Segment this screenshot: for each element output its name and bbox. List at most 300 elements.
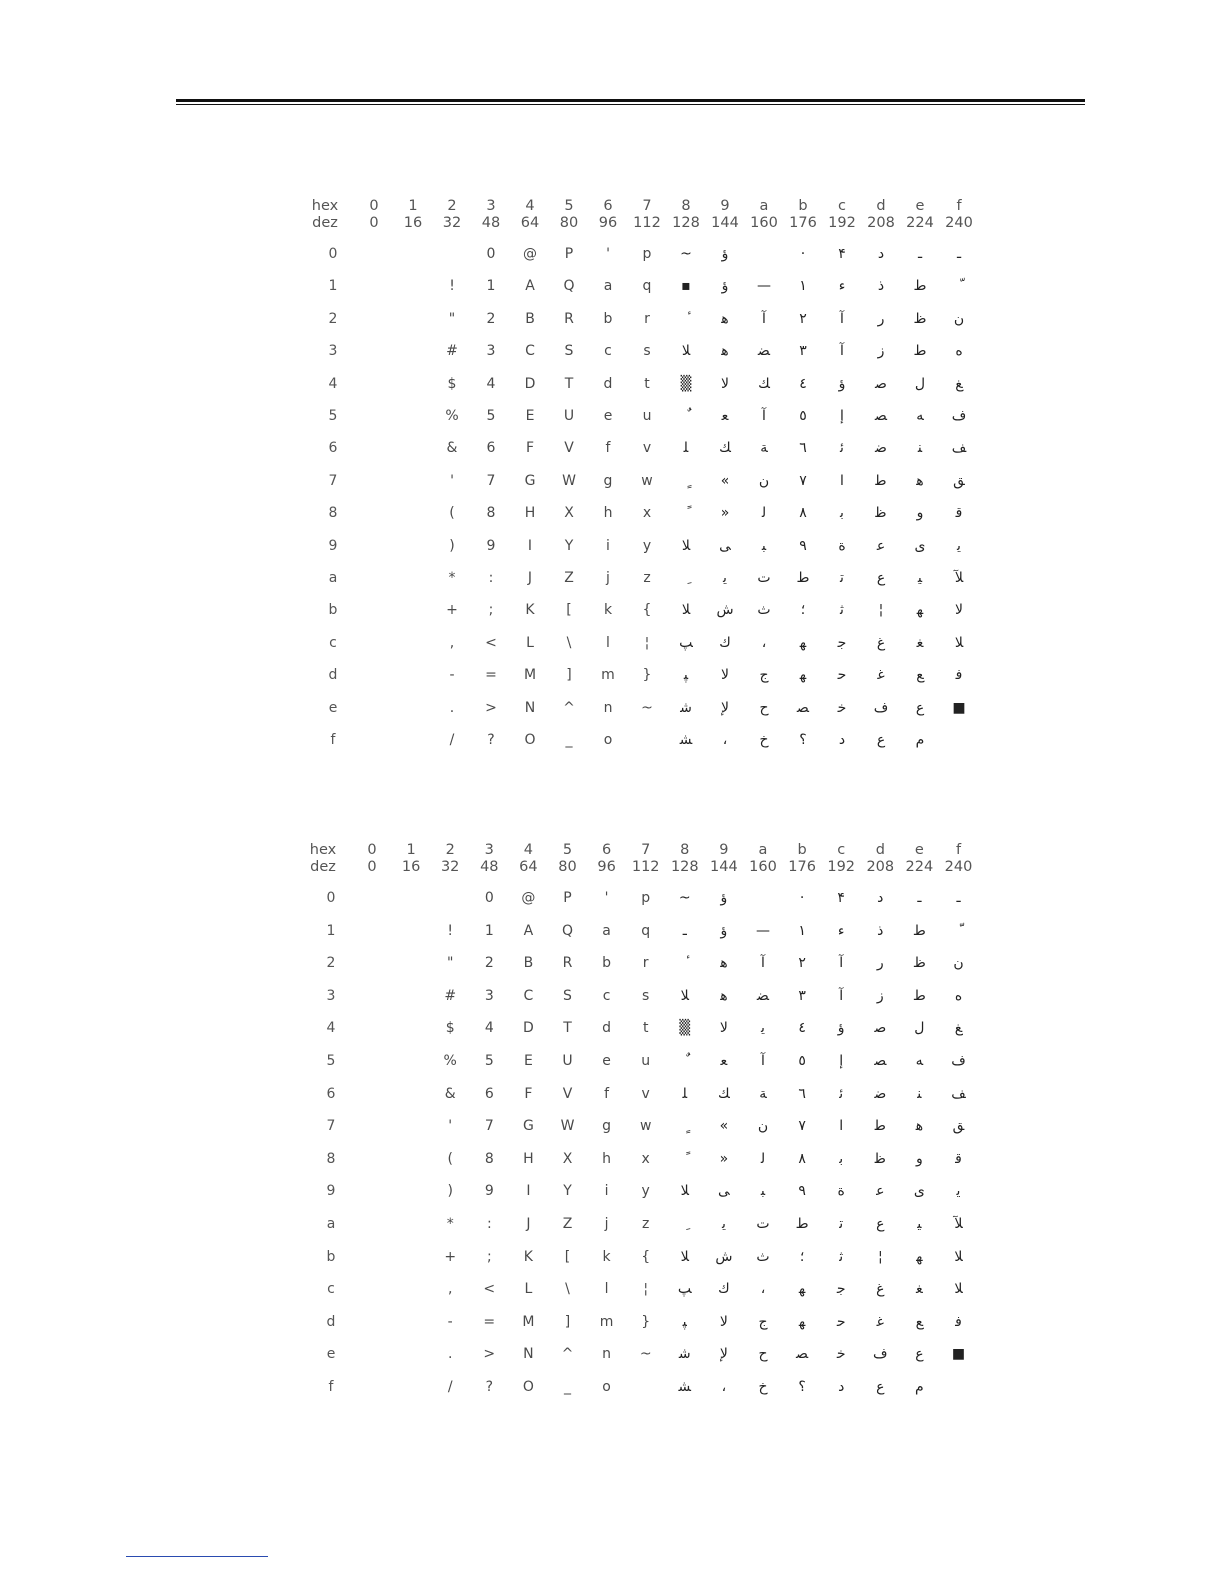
char-cell: ﻓ xyxy=(955,1313,962,1330)
char-cell: ﻬ xyxy=(799,634,807,651)
char-cell: 4 xyxy=(486,375,496,392)
char-cell: 1 xyxy=(484,922,494,939)
char-cell: ﻙ xyxy=(718,1281,730,1298)
char-cell: - xyxy=(449,667,455,684)
char-cell: ﻚ xyxy=(758,375,770,392)
column-hex-0: 0 xyxy=(369,198,379,214)
column-dec-208: 208 xyxy=(867,215,895,231)
char-cell: K xyxy=(523,1248,533,1265)
char-cell: ﺁ xyxy=(839,955,844,972)
char-cell: ﻠ xyxy=(682,1085,688,1102)
row-label-e: e xyxy=(326,1346,336,1363)
char-cell: ا xyxy=(839,1118,844,1135)
char-cell: ﺁ xyxy=(840,310,844,327)
char-cell: ; xyxy=(488,602,494,619)
column-hex-b: b xyxy=(798,198,808,214)
char-cell: ﺧ xyxy=(837,699,847,716)
char-cell: ﺡ xyxy=(758,1346,768,1363)
char-cell: ﻉ xyxy=(915,699,925,716)
char-cell: ٤ xyxy=(799,375,807,392)
char-cell: ـ xyxy=(682,922,687,939)
char-cell: T xyxy=(564,375,574,392)
row-label-5: 5 xyxy=(328,408,338,424)
char-cell: ٤ xyxy=(798,1020,806,1037)
char-cell: t xyxy=(642,1020,649,1037)
char-cell: & xyxy=(444,1085,456,1102)
char-cell: ﻋ xyxy=(876,1183,885,1200)
char-cell: ٩ xyxy=(798,1183,806,1200)
char-cell: ﻥ xyxy=(757,1118,769,1135)
char-cell: ﻖ xyxy=(952,1118,965,1135)
column-dec-176: 176 xyxy=(788,859,816,875)
column-dec-0: 0 xyxy=(367,859,377,875)
char-cell: د xyxy=(877,890,884,906)
char-cell: ﺓ xyxy=(838,537,846,554)
char-cell: ﺡ xyxy=(759,699,769,716)
char-cell: ﺑ xyxy=(840,505,844,522)
char-cell: ۲ xyxy=(799,310,807,327)
char-cell: V xyxy=(562,1085,573,1102)
char-cell: k xyxy=(603,602,613,619)
char-cell: ٦ xyxy=(799,440,807,457)
char-cell: b xyxy=(603,310,613,327)
char-cell: ﺵ xyxy=(715,1248,733,1265)
char-cell: q xyxy=(641,922,651,939)
char-cell: v xyxy=(642,440,652,457)
char-cell: ﺼ xyxy=(874,1053,887,1069)
row-label-c: c xyxy=(327,1281,335,1298)
char-cell: x xyxy=(642,505,652,522)
char-cell: ﺇ xyxy=(840,408,844,424)
char-cell: ﺅ xyxy=(837,1020,845,1037)
column-hex-7: 7 xyxy=(642,198,652,214)
char-cell: ﻍ xyxy=(876,1281,885,1298)
char-cell: ﻫ xyxy=(720,987,728,1004)
char-cell: ﻗ xyxy=(955,1150,962,1167)
char-cell: ﺟ xyxy=(836,1281,846,1298)
column-dec-80: 80 xyxy=(559,215,579,231)
char-cell: q xyxy=(642,278,652,295)
char-cell: ؟ xyxy=(799,732,807,748)
column-hex-8: 8 xyxy=(680,842,690,858)
char-cell: ) xyxy=(447,1183,453,1200)
char-cell: ▪ xyxy=(681,278,691,295)
char-cell: ^ xyxy=(563,699,575,716)
char-cell: , xyxy=(449,634,455,651)
column-hex-e: e xyxy=(914,842,924,858)
char-cell: ﻐ xyxy=(916,1281,923,1298)
char-cell: ﺥ xyxy=(759,732,769,748)
char-cell: p xyxy=(641,890,651,906)
char-cell: ٧ xyxy=(799,472,807,489)
char-cell: } xyxy=(642,667,652,684)
char-cell: ﺩ xyxy=(838,732,846,748)
char-cell: l xyxy=(606,634,610,651)
char-cell: ﺛ xyxy=(840,602,844,619)
char-cell: ٩ xyxy=(799,537,807,554)
char-cell: w xyxy=(641,472,653,489)
char-cell: ﻹ xyxy=(719,1346,728,1363)
char-cell: X xyxy=(562,1150,573,1167)
char-cell: ﻳ xyxy=(721,1216,726,1232)
column-dec-128: 128 xyxy=(672,215,700,231)
char-cell: ^ xyxy=(561,1346,574,1363)
char-cell: X xyxy=(564,505,574,522)
char-cell: z xyxy=(643,570,651,586)
char-cell: = xyxy=(483,1313,496,1330)
char-cell: * xyxy=(448,570,456,586)
char-cell: ذ xyxy=(877,278,885,295)
char-cell: \ xyxy=(566,634,572,651)
char-cell: ﻝ xyxy=(914,1020,925,1037)
char-cell: n xyxy=(603,699,613,716)
char-cell: ~ xyxy=(639,1346,652,1363)
char-cell: t xyxy=(644,375,650,392)
char-cell: 4 xyxy=(484,1020,494,1037)
char-cell: ﻌ xyxy=(721,408,729,424)
char-cell: ﻑ xyxy=(951,408,967,424)
char-cell: h xyxy=(602,1150,612,1167)
char-cell: ﻡ xyxy=(915,1379,924,1395)
row-label-1: 1 xyxy=(326,922,336,939)
char-cell: ﻏ xyxy=(876,1313,884,1330)
char-cell: m xyxy=(601,667,615,684)
column-hex-4: 4 xyxy=(525,198,535,214)
char-cell: S xyxy=(564,343,574,360)
char-cell: ﻁ xyxy=(913,343,927,360)
char-cell: ﺋ xyxy=(840,440,844,457)
column-hex-c: c xyxy=(838,198,846,214)
column-hex-2: 2 xyxy=(447,198,457,214)
char-cell: 7 xyxy=(484,1118,494,1135)
row-label-b: b xyxy=(328,602,338,619)
char-cell: h xyxy=(603,505,613,522)
char-cell: P xyxy=(564,246,574,262)
char-cell: ﺸ xyxy=(679,732,693,748)
char-cell: ﻀ xyxy=(756,987,770,1004)
char-cell: ﻼ xyxy=(681,343,691,360)
column-dec-16: 16 xyxy=(401,859,421,875)
char-cell: } xyxy=(641,1313,651,1330)
char-cell: ﺙ xyxy=(757,602,771,619)
column-dec-144: 144 xyxy=(710,859,738,875)
char-cell: 2 xyxy=(486,310,496,327)
column-dec-240: 240 xyxy=(944,859,973,875)
char-cell: g xyxy=(602,1118,612,1135)
char-cell: ﻑ xyxy=(951,1053,966,1069)
char-cell: » xyxy=(719,1150,729,1167)
char-cell: ﻒ xyxy=(951,1085,966,1102)
char-cell: ﻰ xyxy=(718,1183,730,1200)
char-cell: ﻻ xyxy=(719,1020,728,1037)
char-cell: _ xyxy=(565,732,573,748)
char-cell: ﻬ xyxy=(798,1313,806,1330)
char-cell: ﻳ xyxy=(761,1020,765,1037)
char-cell: 0 xyxy=(486,246,496,262)
char-cell: ﺗ xyxy=(839,1216,844,1232)
row-label-a: a xyxy=(326,1216,336,1232)
char-cell: ■ xyxy=(952,699,966,716)
column-hex-8: 8 xyxy=(681,198,691,214)
char-cell: A xyxy=(525,278,535,295)
char-cell: T xyxy=(563,1020,572,1037)
char-cell: y xyxy=(642,537,652,554)
char-cell: ، xyxy=(760,1281,766,1298)
char-cell: ﻒ xyxy=(951,440,967,457)
char-cell: ﻶ xyxy=(954,1216,963,1232)
column-hex-5: 5 xyxy=(564,198,574,214)
char-cell: ﻬ xyxy=(916,1248,923,1265)
char-cell: ، xyxy=(761,634,767,651)
char-cell: ¦ xyxy=(643,1281,649,1298)
char-cell: ﭗ xyxy=(677,1281,692,1298)
char-cell: ~ xyxy=(641,699,653,716)
char-cell: ﻝ xyxy=(914,375,926,392)
char-cell: I xyxy=(527,537,533,554)
char-cell: M xyxy=(522,1313,535,1330)
char-cell: ﻻ xyxy=(955,602,963,619)
char-cell: C xyxy=(523,987,534,1004)
column-dec-192: 192 xyxy=(828,215,856,231)
char-cell: ﺣ xyxy=(837,667,847,684)
char-cell: z xyxy=(642,1216,650,1232)
char-cell: j xyxy=(606,570,610,586)
char-cell: c xyxy=(604,343,612,360)
char-cell: E xyxy=(525,408,535,424)
char-cell: ﻻ xyxy=(721,667,729,684)
char-cell: ﻎ xyxy=(954,1020,963,1037)
char-cell: ﻼ xyxy=(680,987,689,1004)
char-cell: ز xyxy=(877,343,885,360)
char-cell: ﺷ xyxy=(678,1346,691,1363)
char-cell: < xyxy=(483,1281,496,1298)
hex-label: hex xyxy=(309,842,337,858)
char-cell: m xyxy=(599,1313,614,1330)
char-cell: g xyxy=(603,472,613,489)
char-cell: ۱ xyxy=(799,278,807,295)
column-dec-64: 64 xyxy=(520,215,540,231)
char-cell: ] xyxy=(566,667,572,684)
row-label-5: 5 xyxy=(326,1053,336,1069)
row-label-0: 0 xyxy=(328,246,338,262)
column-dec-64: 64 xyxy=(519,859,538,875)
char-cell: — xyxy=(757,278,771,295)
char-cell: ؟ xyxy=(798,1379,806,1395)
char-cell: ﺁ xyxy=(761,1053,765,1069)
char-cell: W xyxy=(560,1118,575,1135)
char-cell: @ xyxy=(523,246,537,262)
column-dec-128: 128 xyxy=(670,859,699,875)
char-cell: U xyxy=(562,1053,573,1069)
char-cell: ﻫ xyxy=(916,472,924,489)
char-cell: L xyxy=(524,1281,533,1298)
char-cell: " xyxy=(446,955,454,972)
char-cell: ﻼ xyxy=(954,1248,963,1265)
char-cell: x xyxy=(641,1150,650,1167)
row-label-d: d xyxy=(326,1313,336,1330)
char-cell: — xyxy=(756,922,770,939)
row-label-4: 4 xyxy=(326,1020,336,1037)
char-cell: ـ xyxy=(956,890,961,906)
char-cell: u xyxy=(642,408,652,424)
char-cell: ﭙ xyxy=(682,1313,687,1330)
char-cell: O xyxy=(524,732,536,748)
char-cell: ط xyxy=(912,922,926,939)
char-cell xyxy=(665,1053,705,1069)
char-cell: ﺧ xyxy=(836,1346,846,1363)
row-label-a: a xyxy=(328,570,338,586)
char-cell: K xyxy=(525,602,535,619)
char-cell: : xyxy=(488,570,494,586)
char-cell: « xyxy=(720,472,730,489)
row-label-d: d xyxy=(328,667,338,684)
char-cell: ﻳ xyxy=(956,1183,961,1200)
column-dec-144: 144 xyxy=(711,215,739,231)
char-cell: ٨ xyxy=(799,505,807,522)
column-hex-e: e xyxy=(915,198,925,214)
char-cell: ﻉ xyxy=(876,732,886,748)
char-cell: W xyxy=(562,472,576,489)
row-label-4: 4 xyxy=(328,375,338,392)
char-cell: ( xyxy=(447,1150,453,1167)
char-cell: Y xyxy=(564,537,574,554)
char-cell: f xyxy=(605,440,611,457)
footer-link-underline xyxy=(126,1556,268,1557)
char-cell: ﺝ xyxy=(758,1313,768,1330)
column-dec-96: 96 xyxy=(598,215,618,231)
char-cell: ﻹ xyxy=(721,699,729,716)
column-hex-4: 4 xyxy=(523,842,533,858)
char-cell: s xyxy=(643,343,651,360)
char-cell: { xyxy=(641,1248,651,1265)
char-cell: ﺷ xyxy=(680,699,692,716)
char-cell: ﺕ xyxy=(756,1216,770,1232)
char-cell: ﺻ xyxy=(874,1020,887,1037)
char-cell: / xyxy=(447,1379,453,1395)
char-cell: ء xyxy=(837,922,845,939)
char-cell: ﺕ xyxy=(757,570,771,586)
char-cell: u xyxy=(641,1053,651,1069)
row-label-f: f xyxy=(330,732,336,748)
char-cell: _ xyxy=(564,1379,571,1395)
char-cell: 1 xyxy=(486,278,496,295)
column-dec-32: 32 xyxy=(442,215,462,231)
char-cell: 6 xyxy=(486,440,496,457)
char-cell: ٦ xyxy=(798,1085,806,1102)
char-cell: ¦ xyxy=(878,602,884,619)
row-label-7: 7 xyxy=(328,472,338,489)
column-dec-16: 16 xyxy=(403,215,423,231)
char-cell xyxy=(665,1216,705,1232)
char-cell: ﺓ xyxy=(837,1183,845,1200)
column-dec-224: 224 xyxy=(905,859,934,875)
char-cell: d xyxy=(603,375,613,392)
char-cell: ﻥ xyxy=(953,310,965,327)
row-label-0: 0 xyxy=(326,890,336,906)
hex-label: hex xyxy=(311,198,339,214)
char-cell: O xyxy=(522,1379,534,1395)
char-cell: ~ xyxy=(680,246,692,262)
char-cell: ﺗ xyxy=(840,570,844,586)
char-cell: 9 xyxy=(486,537,496,554)
row-label-8: 8 xyxy=(328,505,338,522)
column-dec-192: 192 xyxy=(827,859,856,875)
char-cell: ﺅ xyxy=(838,375,846,392)
char-cell: ﺼ xyxy=(796,1346,809,1363)
char-cell xyxy=(665,1151,705,1167)
char-cell: · xyxy=(799,890,805,906)
char-cell: ۱ xyxy=(798,922,806,939)
char-cell: ﺿ xyxy=(875,440,887,457)
char-cell: U xyxy=(563,408,575,424)
char-cell xyxy=(939,923,979,939)
char-cell: ﻡ xyxy=(915,732,925,748)
char-cell: ﺸ xyxy=(678,1379,692,1395)
char-cell: ﻪ xyxy=(916,408,924,424)
char-cell: ﻟ xyxy=(761,505,767,522)
column-dec-224: 224 xyxy=(906,215,934,231)
column-hex-3: 3 xyxy=(484,842,494,858)
column-hex-6: 6 xyxy=(603,198,613,214)
char-cell: ﻫ xyxy=(720,955,728,972)
char-cell: ﻃ xyxy=(875,472,887,489)
char-cell: v xyxy=(641,1085,650,1102)
char-cell: % xyxy=(445,408,459,424)
column-hex-f: f xyxy=(956,198,962,214)
char-cell: J xyxy=(526,1216,531,1232)
char-cell: ﺩ xyxy=(838,1379,845,1395)
column-hex-9: 9 xyxy=(719,842,729,858)
char-cell: b xyxy=(602,955,612,972)
char-cell: ' xyxy=(448,1118,453,1135)
char-cell: I xyxy=(526,1183,531,1200)
row-label-1: 1 xyxy=(328,278,338,295)
char-cell: ﺥ xyxy=(758,1379,768,1395)
row-label-6: 6 xyxy=(328,440,338,457)
char-cell: / xyxy=(449,732,455,748)
char-cell: ﻥ xyxy=(953,955,964,972)
char-cell: ▒ xyxy=(680,375,692,392)
char-cell: ﺿ xyxy=(874,1085,887,1102)
char-cell xyxy=(665,1118,705,1134)
char-cell: + xyxy=(444,1248,457,1265)
char-cell: ﻏ xyxy=(877,667,885,684)
char-cell: L xyxy=(526,634,534,651)
char-cell: ﻌ xyxy=(720,1053,728,1069)
char-cell: ﻙ xyxy=(719,634,731,651)
char-cell: ﻬ xyxy=(798,1281,806,1298)
char-cell: ۳ xyxy=(799,343,807,360)
char-cell: e xyxy=(602,1053,611,1069)
char-cell: ¦ xyxy=(877,1248,883,1265)
char-cell: * xyxy=(446,1216,454,1232)
char-cell: a xyxy=(603,278,613,295)
row-label-3: 3 xyxy=(328,343,338,360)
char-cell: i xyxy=(604,1183,609,1200)
dez-label: dez xyxy=(312,215,338,231)
char-cell: ذ xyxy=(877,922,884,939)
char-cell: ظ xyxy=(913,310,927,327)
char-cell: N xyxy=(524,699,536,716)
char-cell: ﺛ xyxy=(839,1248,844,1265)
char-cell: ﻊ xyxy=(915,1313,924,1330)
char-cell: ﻖ xyxy=(953,472,965,489)
char-cell: n xyxy=(602,1346,612,1363)
char-cell: > xyxy=(483,1346,496,1363)
char-cell: ﻉ xyxy=(915,1346,924,1363)
row-label-9: 9 xyxy=(326,1183,336,1200)
column-hex-c: c xyxy=(837,842,846,858)
